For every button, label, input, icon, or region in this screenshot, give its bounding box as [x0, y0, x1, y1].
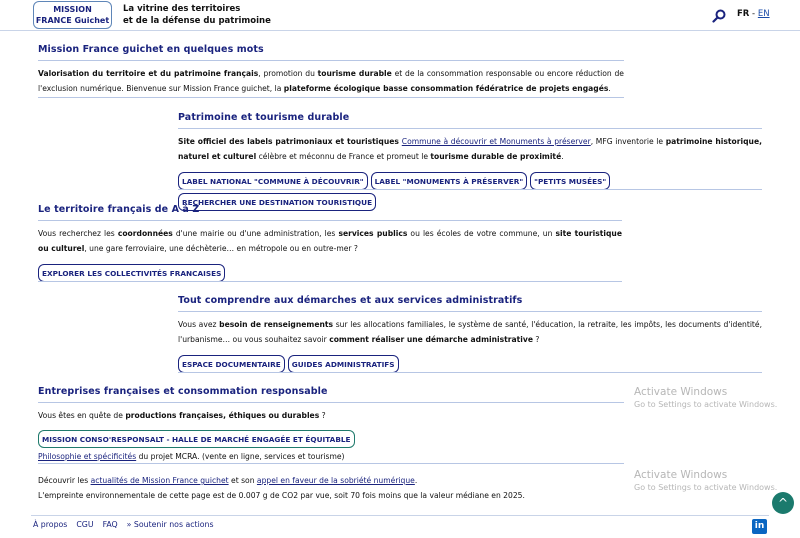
text: célèbre et méconnu de France et promeut le [256, 151, 431, 161]
divider [178, 372, 762, 373]
section-territoire-title: Le territoire français de A à Z [38, 204, 622, 221]
text: . [414, 476, 418, 485]
text: Découvrir les [38, 476, 91, 485]
watermark-title: Activate Windows [634, 386, 728, 398]
text: . [561, 151, 564, 161]
section-territoire-text [38, 227, 622, 256]
text-bold: productions françaises, éthiques ou durables [125, 411, 320, 420]
section-territoire [38, 204, 622, 282]
text-bold: patrimoine historique, naturel et culturel [178, 137, 762, 161]
destination-touristique-button[interactable]: RECHERCHER UNE DESTINATION TOURISTIQUE [178, 193, 376, 211]
text-bold: site touristique ou culturel [38, 229, 622, 253]
text: Vous avez [178, 320, 220, 329]
watermark-title: Activate Windows [634, 469, 728, 481]
site-tagline [123, 3, 271, 27]
labels-link[interactable]: Commune à découvrir et Monuments à préserver [401, 137, 591, 146]
section-mission-text [38, 67, 624, 96]
text: ou les écoles de votre commune, un [407, 229, 556, 238]
text: sur les allocations familiales, le système de santé, l'éducation, la retraite, les impôts, les documents d'identité, l'urbanisme… ou vous souhaitez savoir [178, 320, 762, 344]
text: , MFG inventorie le [590, 137, 666, 146]
philosophie-link[interactable]: Philosophie et spécificités [38, 451, 137, 461]
section-entreprises-text [38, 409, 624, 424]
text-bold: tourisme durable [317, 69, 392, 78]
text: Vous recherchez les [38, 229, 118, 238]
text-bold: plateforme écologique basse consommation fédératrice de projets engagés [283, 83, 609, 93]
activate-windows-watermark [634, 386, 777, 409]
text-bold: besoin de renseignements [219, 320, 334, 329]
lang-separator: - [749, 9, 758, 19]
divider [178, 189, 762, 190]
activate-windows-watermark [634, 469, 777, 492]
footer-link-soutenir[interactable]: » Soutenir nos actions [126, 520, 214, 529]
divider [38, 281, 622, 282]
chevron-up-icon[interactable]: ^ [772, 492, 794, 514]
divider [38, 97, 624, 98]
section-entreprises [38, 386, 624, 464]
text: Vous êtes en quête de [38, 411, 126, 420]
actualites-link[interactable]: actualités de Mission France guichet [90, 476, 229, 485]
text: , promotion du [258, 69, 318, 78]
entreprises-buttons [38, 427, 624, 448]
lang-fr-link[interactable]: FR [737, 9, 750, 19]
text-bold: comment réaliser une démarche administrative [329, 334, 533, 344]
lang-en-link[interactable]: EN [757, 9, 770, 19]
text: et son [228, 476, 257, 485]
text-bold: tourisme durable de proximité [430, 151, 562, 161]
text: ? [532, 334, 540, 344]
actualites-text [38, 474, 658, 489]
logo-line-2: FRANCE Guichet [35, 16, 110, 25]
site-footer [33, 520, 223, 529]
site-logo[interactable] [33, 1, 112, 29]
section-demarches-text [178, 318, 762, 347]
footer-link-apropos[interactable]: À propos [33, 520, 68, 529]
footer-link-cgu[interactable]: CGU [76, 520, 94, 529]
section-patrimoine-text [178, 135, 762, 164]
text: . [608, 83, 611, 93]
sobriete-link[interactable]: appel en faveur de la sobriété numérique [256, 476, 415, 485]
linkedin-icon[interactable]: in [752, 519, 767, 534]
tagline-line-1: La vitrine des territoires [123, 4, 241, 14]
section-mission [38, 44, 624, 96]
text-bold: Site officiel des labels patrimoniaux et touristiques [178, 137, 402, 146]
section-entreprises-note [38, 450, 624, 465]
tagline-line-2: et de la défense du patrimoine [123, 16, 271, 26]
text-bold: Valorisation du territoire et du patrimoine français [38, 69, 259, 78]
guides-administratifs-button[interactable]: GUIDES ADMINISTRATIFS [288, 355, 399, 373]
text: du projet MCRA. (vente en ligne, services et tourisme) [136, 451, 345, 461]
text-bold: coordonnées [117, 229, 173, 238]
watermark-subtitle: Go to Settings to activate Windows. [634, 400, 778, 409]
search-icon[interactable] [712, 9, 726, 23]
section-entreprises-title: Entreprises françaises et consommation responsable [38, 386, 624, 403]
watermark-subtitle: Go to Settings to activate Windows. [634, 483, 778, 492]
footer-link-faq[interactable]: FAQ [102, 520, 118, 529]
text: ? [319, 411, 326, 420]
text: , une gare ferroviaire, une déchèterie… en métropole ou en outre-mer ? [84, 243, 358, 253]
explorer-collectivites-button[interactable]: EXPLORER LES COLLECTIVITÉS FRANCAISES [38, 264, 225, 282]
section-patrimoine-title: Patrimoine et tourisme durable [178, 112, 762, 129]
demarches-buttons [178, 352, 762, 373]
footer-divider [31, 515, 769, 516]
text: et de la consommation responsable ou encore réduction de l'exclusion numérique. Bienvenue sur Mission France guichet, la [38, 69, 624, 93]
territoire-buttons [38, 261, 622, 282]
section-patrimoine [178, 112, 762, 211]
label-commune-button[interactable]: LABEL NATIONAL "COMMUNE À DÉCOUVRIR" [178, 172, 368, 190]
text-bold: services publics [338, 229, 408, 238]
section-demarches-title: Tout comprendre aux démarches et aux services administratifs [178, 295, 762, 312]
logo-line-1: MISSION [53, 5, 92, 14]
divider [38, 463, 624, 464]
site-header [0, 0, 800, 31]
section-demarches [178, 295, 762, 373]
text: d'une mairie ou d'une administration, les [172, 229, 339, 238]
section-mission-title: Mission France guichet en quelques mots [38, 44, 624, 61]
section-actualites [38, 474, 658, 503]
empreinte-text: L'empreinte environnementale de cette page est de 0.007 g de CO2 par vue, soit 70 fois moins que la valeur médiane en 2025. [38, 490, 525, 500]
language-switcher [737, 9, 770, 19]
espace-documentaire-button[interactable]: ESPACE DOCUMENTAIRE [178, 355, 285, 373]
petits-musees-button[interactable]: "PETITS MUSÉES" [530, 172, 610, 190]
label-monuments-button[interactable]: LABEL "MONUMENTS À PRÉSERVER" [371, 172, 528, 190]
mission-consoresponsalt-button[interactable]: MISSION CONSO'RESPONSALT - HALLE DE MARCHÉ ENGAGÉE ET ÉQUITABLE [38, 430, 355, 448]
